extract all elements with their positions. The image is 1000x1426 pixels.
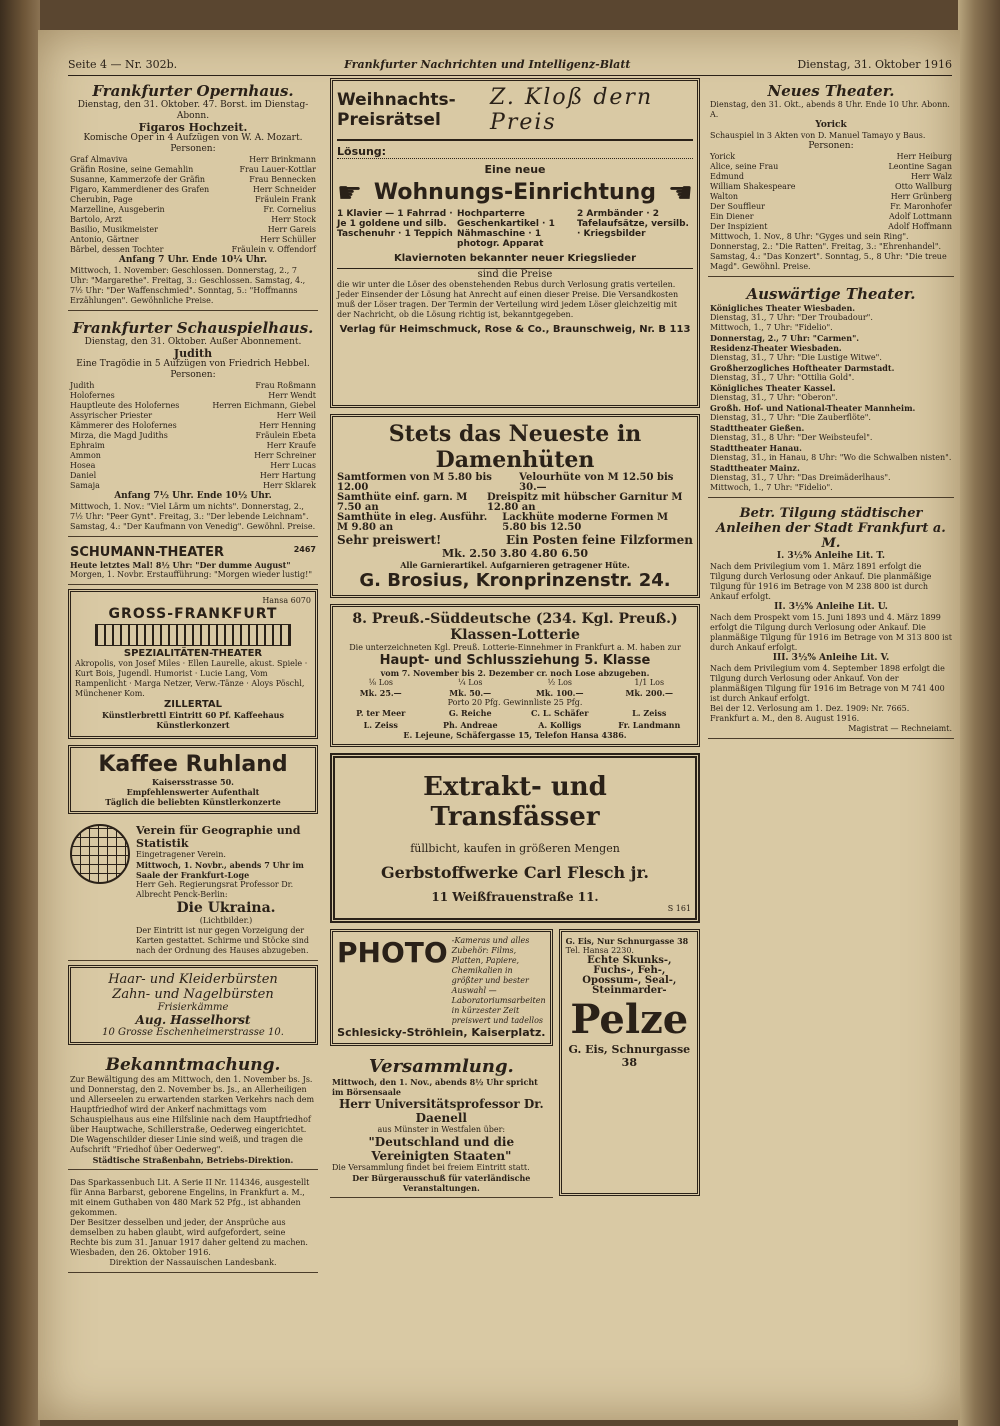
cast-role: Figaro, Kammerdiener des Grafen: [70, 185, 210, 194]
neues-theater: [708, 78, 954, 277]
cast-role: Susanne, Kammerzofe der Gräfin: [70, 175, 206, 184]
theater-date: Dienstag, den 31. Oktober. Außer Abonnement.: [84, 337, 302, 347]
versamm-l2: aus Münster in Westfalen über:: [377, 1125, 506, 1134]
versammlung-ad: [330, 1052, 553, 1198]
gross-sub: SPEZIALITÄTEN-THEATER: [123, 648, 263, 659]
cast-actor: Fräulein Frank: [255, 195, 316, 204]
verein-sub: Eingetragener Verein.: [136, 850, 226, 859]
neues-cast-label: Personen:: [808, 141, 854, 151]
neues-play: Yorick: [815, 120, 847, 130]
cast-actor: Herr Henning: [259, 421, 316, 430]
cast-role: Basilio, Musikmeister: [70, 225, 158, 234]
tilgung-t4: Bei der 12. Verlosung am 1. Dez. 1909: Nr. 7665.: [710, 704, 910, 713]
cast-role: Der Inspizient: [710, 222, 768, 231]
lotterie-name: P. ter Meer: [356, 708, 406, 718]
ausw-entry: Dienstag, 31., in Hanau, 8 Uhr: "Wo die Schwalben nisten".: [710, 453, 952, 462]
kaffee-line2: Täglich die beliebten Künstlerkonzerte: [105, 797, 281, 807]
schumann-line2: Morgen, 1. Novbr. Erstaufführung: "Morgen wieder lustig!": [70, 570, 313, 579]
versamm-body: Die Versammlung findet bei freiem Eintritt statt.: [332, 1163, 530, 1172]
versamm-sign: Der Bürgerausschuß für vaterländische Veranstaltungen.: [352, 1173, 531, 1193]
lotterie-los: ¼ Los: [457, 678, 483, 687]
ausw-list: [710, 303, 952, 493]
col1.theater-cast-row: [70, 441, 316, 451]
extrakt-addr: 11 Weißfrauenstraße 11.: [431, 890, 599, 904]
schumann-ad: [68, 541, 318, 585]
versamm-title: Versammlung.: [368, 1056, 514, 1077]
pointing-hand-left-icon: ☛: [337, 176, 363, 209]
tilgung-notice: [708, 502, 954, 739]
photo-name: Schlesicky-Ströhlein, Kaiserplatz.: [337, 1026, 546, 1039]
cast-actor: Fräulein v. Offendorf: [231, 245, 316, 254]
cast-role: Ammon: [70, 451, 101, 460]
theater-play: Judith: [173, 347, 213, 360]
theater-notes: Mittwoch, 1. Nov.: "Viel Lärm um nichts". Donnerstag, 2., 7½ Uhr: "Peer Gynt". Freitag, 3.: "Der lebende Leichnam". Samstag, 4.: "Der Kaufmann von Venedig". Gewöhnl. Preise.: [70, 502, 316, 531]
auswaertige-theater: [708, 281, 954, 498]
cast-actor: Frau Lauer-Kottlar: [239, 165, 316, 174]
cast-actor: Herr Schüller: [260, 235, 316, 244]
col1.theater-cast-row: [70, 411, 316, 421]
cast-actor: Herr Heiburg: [896, 152, 952, 161]
bekannt-title: Bekanntmachung.: [105, 1055, 281, 1075]
theater-cast: [70, 381, 316, 491]
gross-show: ZILLERTAL: [164, 699, 222, 710]
col1.opera-cast-row: [70, 185, 316, 195]
lotterie-prices: [337, 688, 693, 698]
opera-cast: [70, 155, 316, 255]
lotterie-ad: [330, 604, 700, 747]
preis-items3: 2 Armbänder · 2 Tafelaufsätze, versilb. · Kriegsbilder: [577, 209, 689, 239]
pelze-ad: [559, 929, 700, 1196]
gross-phone: Hansa 6070: [262, 596, 311, 605]
gross-frankfurt-ad: [68, 589, 318, 739]
eis-l1: Echte Skunks-, Fuchs-, Feh-, Opossum-, Seal-, Steinmarder-: [582, 955, 677, 996]
spark-body2: Der Besitzer desselben und jeder, der Ansprüche aus demselben zu haben glaubt, wird aufgefordert, seine Rechte bis zum 31. Januar 1917 daher geltend zu machen.: [70, 1218, 308, 1247]
lotterie-lose: [337, 678, 693, 688]
cast-actor: Herr Grünberg: [890, 192, 952, 201]
cast-role: Hosea: [70, 461, 96, 470]
kaffee-addr: Kaisersstrasse 50.: [152, 777, 234, 787]
globe-icon: [70, 824, 130, 884]
bekannt-sign: Städtische Straßenbahn, Betriebs-Direktion.: [92, 1155, 294, 1165]
pointing-hand-right-icon: ☚: [667, 176, 693, 209]
photo-ad: [330, 929, 553, 1046]
preis-items1: 1 Klavier — 1 Fahrrad · Je 1 goldene und silb. Taschenuhr · 1 Teppich: [337, 209, 453, 239]
cast-actor: Adolf Lottmann: [889, 212, 952, 221]
preis-items2: Hochparterre Geschenkartikel · 1 Nähmaschine · 1 photogr. Apparat: [457, 209, 555, 249]
tilgung-s1: I. 3½% Anleihe Lit. T.: [776, 551, 886, 561]
tilgung-date: Frankfurt a. M., den 8. August 1916.: [710, 714, 860, 723]
neues-cast: [710, 152, 952, 232]
gross-body: Akropolis, von Josef Miles · Ellen Laurelle, akust. Spiele · Kurt Bois, Jugendl. Humorist · Lucie Lang, Vom Rampenlicht · Marga Netzer, Verw.-Tänze · Aloys Pöschl, Münchener Kom.: [75, 659, 308, 698]
cast-role: Ephraim: [70, 441, 105, 450]
lotterie-name: C. L. Schäfer: [531, 708, 589, 718]
versamm-l1: Mittwoch, den 1. Nov., abends 8½ Uhr spricht im Börsensaale: [332, 1077, 538, 1097]
lotterie-price: Mk. 25.—: [359, 688, 402, 698]
col3.neues-cast-row: [710, 192, 952, 202]
col1.theater-cast-row: [70, 481, 316, 491]
opera-date: Dienstag, den 31. Oktober. 47. Borst. im Dienstag-Abonn.: [77, 100, 309, 121]
buersten-name: Aug. Hasselhorst: [135, 1013, 251, 1027]
verein-date: Mittwoch, 1. Novbr., abends 7 Uhr im Saale der Frankfurt-Loge: [136, 860, 304, 880]
theater-listing: [68, 315, 318, 537]
cast-role: Kämmerer des Holofernes: [70, 421, 177, 430]
col3.neues-cast-row: [710, 162, 952, 172]
eis-big: Pelze: [570, 996, 689, 1043]
hueten-r1b: Velourhüte von M 12.50 bis 30.—: [519, 472, 674, 493]
cast-actor: Herr Lucas: [270, 461, 316, 470]
hueten-r1a: Samtformen von M 5.80 bis 12.00: [337, 472, 492, 493]
lotterie-price: Mk. 100.—: [536, 688, 584, 698]
cast-role: Mirza, die Magd Judiths: [70, 431, 168, 440]
preis-eine: Eine neue: [484, 163, 546, 176]
buersten-addr: 10 Grosse Eschenheimerstrasse 10.: [102, 1027, 284, 1038]
col3.neues-cast-row: [710, 202, 952, 212]
cast-role: Alice, seine Frau: [710, 162, 779, 171]
hueten-r3a: Samthüte in eleg. Ausführ. M 9.80 an: [337, 512, 488, 533]
hueten-r4a: Sehr preiswert!: [337, 533, 442, 547]
hueten-r3b: Lackhüte moderne Formen M 5.80 bis 12.50: [502, 512, 669, 533]
eis-name: G. Eis, Nur Schnurgasse 38: [565, 936, 689, 946]
cast-role: Hauptleute des Holofernes: [70, 401, 180, 410]
col1.theater-cast-row: [70, 431, 316, 441]
ausw-entry: Stadttheater Hanau.: [710, 443, 802, 453]
ausw-entry: Stadttheater Gießen.: [710, 423, 805, 433]
hueten-r2a: Samthüte einf. garn. M 7.50 an: [337, 492, 468, 513]
col1.opera-cast-row: [70, 155, 316, 165]
cast-role: Cherubin, Page: [70, 195, 133, 204]
cast-actor: Herr Wendt: [268, 391, 316, 400]
preis-hand: Z. Kloß dern Preis: [490, 85, 654, 135]
buersten-ad: [68, 965, 318, 1045]
cast-actor: Herr Schneider: [252, 185, 316, 194]
ausw-entry: Königliches Theater Kassel.: [710, 383, 836, 393]
theater-title: Frankfurter Schauspielhaus.: [72, 319, 314, 337]
col1.opera-cast-row: [70, 235, 316, 245]
cast-role: Samaja: [70, 481, 100, 490]
verein-speaker: Herr Geh. Regierungsrat Professor Dr. Albrecht Penck-Berlin:: [136, 880, 294, 899]
cast-actor: Otto Wallburg: [895, 182, 952, 191]
cast-role: Marzelline, Ausgeberin: [70, 205, 165, 214]
verein-topic: Die Ukraina.: [176, 900, 276, 916]
versamm-name: Herr Universitätsprofessor Dr. Daenell: [338, 1097, 544, 1125]
eis-addr: G. Eis, Schnurgasse 38: [568, 1043, 691, 1069]
col3.neues-cast-row: [710, 152, 952, 162]
opera-title: Frankfurter Opernhaus.: [92, 82, 294, 100]
cast-actor: Herr Sklarek: [263, 481, 316, 490]
lotterie-los: 1/1 Los: [634, 678, 665, 687]
kaffee-ruhland-ad: [68, 745, 318, 814]
cast-role: Bärbel, dessen Tochter: [70, 245, 164, 254]
neues-title: Neues Theater.: [767, 82, 895, 100]
opera-notes: Mittwoch, 1. November: Geschlossen. Donnerstag, 2., 7 Uhr: "Margarethe". Freitag, 3.: Geschlossen. Samstag, 4., 7½ Uhr: "Der Waffenschmied". Sonntag, 5.: "Hoffmanns Erzählungen". Gewöhnliche Preise.: [70, 266, 306, 305]
lotterie-name: Ph. Andreae: [442, 720, 498, 730]
cast-actor: Fr. Cornelius: [263, 205, 316, 214]
col3.neues-cast-row: [710, 212, 952, 222]
extrakt-l1: füllbicht, kaufen in größeren Mengen: [410, 842, 620, 855]
cast-role: Bartolo, Arzt: [70, 215, 122, 224]
versamm-topic: "Deutschland und die Vereinigten Staaten": [368, 1135, 515, 1163]
lotterie-l2: Haupt- und Schlussziehung 5. Klasse: [379, 653, 651, 668]
verein-title: Verein für Geographie und Statistik: [136, 824, 301, 850]
cast-actor: Herr Stock: [271, 215, 316, 224]
opera-cast-label: Personen:: [170, 144, 216, 154]
lotterie-l3: vom 7. November bis 2. Dezember cr. noch Lose abzugeben.: [380, 668, 650, 678]
buersten-l3: Frisierkämme: [157, 1002, 229, 1013]
cast-actor: Fr. Maronhofer: [890, 202, 952, 211]
preis-noten: Klaviernoten bekannter neuer Kriegslieder: [393, 253, 637, 264]
ausw-entry: Dienstag, 31., 7 Uhr: "Das Dreimäderlhaus".: [710, 473, 891, 482]
lotterie-name: G. Reiche: [448, 708, 492, 718]
damenhueten-ad: [330, 414, 700, 598]
cast-actor: Adolf Hoffmann: [888, 222, 952, 231]
cast-role: William Shakespeare: [710, 182, 796, 191]
col3.neues-cast-row: [710, 182, 952, 192]
preis-body: die wir unter die Löser des obenstehenden Rebus durch Verlosung gratis verteilen. Jeder Einsender der Lösung hat Anrecht auf einen dieser Preise. Die Versandkosten muß der Löser tragen. Der Termin der Verteilung wird jedem Löser gleichzeitig mit der Nachricht, ob die Lösung richtig ist, bekanntgegeben.: [337, 280, 679, 319]
ausw-entry: Stadttheater Mainz.: [710, 463, 800, 473]
building-illustration: [95, 624, 291, 646]
col3.neues-cast-row: [710, 222, 952, 232]
tilgung-t3: Nach dem Privilegium vom 4. September 1898 erfolgt die Tilgung durch Verlosung oder Ankauf. Von der planmäßigen Tilgung für 1916 im Betrage von M 741 400 ist durch Ankauf erfolgt.: [710, 664, 945, 703]
spark-date: Wiesbaden, den 26. Oktober 1916.: [70, 1248, 211, 1257]
ausw-entry: Königliches Theater Wiesbaden.: [710, 303, 856, 313]
kaffee-line1: Empfehlenswerter Aufenthalt: [126, 787, 260, 797]
tilgung-t1: Nach dem Privilegium vom 1. März 1891 erfolgt die Tilgung durch Verlosung oder Ankauf. Die planmäßige Tilgung für 1916 im Betrage von M 238 800 ist durch Ankauf erfolgt.: [710, 562, 932, 601]
kaffee-title: Kaffee Ruhland: [98, 752, 288, 777]
bekannt-body: Zur Bewältigung des am Mittwoch, den 1. November bs. Js. und Donnerstag, den 2. November bs. Js., an Allerheiligen und Allerseelen zu erwartenden starken Verkehrs nach dem Hauptfriedhof wird der Ankerf nachmittags vom Schauspielhaus aus eine Hilfslinie nach dem Hauptfriedhof über Hauptwache, Schillerstraße, Oederweg eingerichtet.: [70, 1075, 315, 1134]
extrakt-name: Gerbstoffwerke Carl Flesch jr.: [381, 863, 649, 882]
cast-role: Daniel: [70, 471, 97, 480]
cast-role: Holofernes: [70, 391, 115, 400]
lotterie-los: ½ Los: [547, 678, 573, 687]
column-left: [68, 78, 318, 1408]
tilgung-title: Betr. Tilgung städtischer Anleihen der Stadt Frankfurt a. M.: [716, 506, 946, 551]
ausw-entry: Dienstag, 31., 7 Uhr: "Der Troubadour".: [710, 313, 873, 322]
lotterie-footer: E. Lejeune, Schäfergasse 15, Telefon Hansa 4386.: [403, 730, 627, 740]
lotterie-name: L. Zeiss: [632, 708, 667, 718]
schumann-line1: Heute letztes Mal! 8½ Uhr: "Der dumme August": [70, 560, 291, 570]
ausw-entry: Mittwoch, 1., 7 Uhr: "Fidelio".: [710, 483, 833, 492]
extrakt-code: S 161: [667, 904, 691, 913]
cast-actor: Herr Brinkmann: [249, 155, 316, 164]
col1.opera-cast-row: [70, 165, 316, 175]
cast-actor: Fräulein Ebeta: [255, 431, 316, 440]
col1.opera-cast-row: [70, 225, 316, 235]
lotterie-title: 8. Preuß.-Süddeutsche (234. Kgl. Preuß.) Klassen-Lotterie: [352, 611, 678, 643]
opera-play: Figaros Hochzeit.: [138, 121, 248, 134]
spark-body: Das Sparkassenbuch Lit. A Serie II Nr. 114346, ausgestellt für Anna Barbarst, geborene Engelins, in Frankfurt a. M., mit einem Guthaben von 480 Mark 52 Pfg., ist abhanden gekommen.: [70, 1178, 310, 1217]
cast-role: Der Souffleur: [710, 202, 765, 211]
theater-footer: Anfang 7½ Uhr. Ende 10½ Uhr.: [114, 491, 272, 501]
lotterie-porto: Porto 20 Pfg. Gewinnliste 25 Pfg.: [447, 698, 583, 707]
cast-actor: Herr Weil: [276, 411, 316, 420]
cast-actor: Leontine Sagan: [888, 162, 952, 171]
cast-actor: Herr Hartung: [259, 471, 316, 480]
opera-footer: Anfang 7 Uhr. Ende 10¼ Uhr.: [118, 255, 268, 265]
lotterie-l1: Die unterzeichneten Kgl. Preuß. Lotterie-Einnehmer in Frankfurt a. M. haben zur: [349, 643, 681, 652]
cast-role: Assyrischer Priester: [70, 411, 153, 420]
photo-l1: -Kameras und alles Zubehör: Films, Platten, Papiere, Chemikalien in größter und bester Auswahl — Laboratoriumsarbeiten in kürzester Zeit preiswert und tadellos: [451, 936, 546, 1025]
lotterie-name: L. Zeiss: [363, 720, 398, 730]
verein-ad: [68, 820, 318, 961]
extrakt-title: Extrakt- und Transfässer: [423, 772, 607, 832]
opera-desc: Komische Oper in 4 Aufzügen von W. A. Mozart.: [83, 133, 303, 143]
col1.theater-cast-row: [70, 391, 316, 401]
col1.theater-cast-row: [70, 421, 316, 431]
theater-cast-label: Personen:: [170, 370, 216, 380]
cast-role: Edmund: [710, 172, 744, 181]
ausw-entry: Großherzogliches Hoftheater Darmstadt.: [710, 363, 895, 373]
neues-desc: Schauspiel in 3 Akten von D. Manuel Tamayo y Baus.: [710, 131, 926, 140]
cast-role: Yorick: [710, 152, 736, 161]
page-header: [68, 58, 952, 76]
cast-actor: Herr Gareis: [267, 225, 316, 234]
ausw-entry: Großh. Hof- und National-Theater Mannheim.: [710, 403, 916, 413]
cast-actor: Herr Schreiner: [254, 451, 316, 460]
preisraetsel-ad: [330, 78, 700, 408]
lotterie-name: Fr. Landmann: [618, 720, 681, 730]
bekannt-body2: Die Wagenschilder dieser Linie sind weiß, und tragen die Aufschrift "Friedhof über Oederweg".: [70, 1135, 303, 1154]
lotterie-names: [337, 708, 693, 730]
schumann-code: 2467: [293, 545, 316, 554]
ausw-entry: Dienstag, 31., 8 Uhr: "Der Weibsteufel".: [710, 433, 873, 442]
lotterie-price: Mk. 50.—: [449, 688, 492, 698]
cast-role: Ein Diener: [710, 212, 754, 221]
opera-listing: [68, 78, 318, 311]
gross-title: GROSS-FRANKFURT: [108, 606, 278, 622]
tilgung-sign: Magistrat — Rechneiamt.: [848, 724, 952, 733]
eis-tel: Tel. Hansa 2230.: [565, 946, 634, 955]
schumann-title: SCHUMANN-THEATER: [70, 545, 225, 560]
col1.theater-cast-row: [70, 471, 316, 481]
col1.theater-cast-row: [70, 401, 316, 411]
hueten-r2b: Dreispitz mit hübscher Garnitur M 12.80 an: [486, 492, 683, 513]
cast-actor: Herr Kraufe: [266, 441, 316, 450]
ausw-entry: Mittwoch, 1., 7 Uhr: "Fidelio".: [710, 323, 833, 332]
header-date: Dienstag, 31. Oktober 1916: [797, 58, 952, 71]
cast-actor: Herren Eichmann, Giebel: [212, 401, 316, 410]
preis-loesung: Lösung:: [337, 145, 693, 159]
hueten-name: G. Brosius, Kronprinzenstr. 24.: [359, 570, 671, 591]
hueten-line: Alle Garnierartikel. Aufgarnieren getragener Hüte.: [400, 560, 630, 570]
preis-title: Weihnachts-Preisrätsel: [337, 90, 456, 130]
gross-bottom: Künstlerbrettl Eintritt 60 Pf. Kaffeehaus Künstlerkonzert: [101, 710, 284, 730]
hueten-r4b: Ein Posten feine Filzformen: [505, 533, 693, 547]
neues-date: Dienstag, den 31. Okt., abends 8 Uhr. Ende 10 Uhr. Abonn. A.: [710, 100, 950, 119]
verein-body: Der Eintritt ist nur gegen Vorzeigung der Karten gestattet. Schirme und Stöcke sind nach der Ordnung des Hauses abzugeben.: [136, 926, 310, 955]
col1.opera-cast-row: [70, 215, 316, 225]
col1.opera-cast-row: [70, 175, 316, 185]
ausw-title: Auswärtige Theater.: [746, 285, 916, 303]
col1.theater-cast-row: [70, 381, 316, 391]
tilgung-t2: Nach dem Prospekt vom 15. Juni 1893 und 4. März 1899 erfolgt die Tilgung durch Verlosung oder Ankauf. Die planmäßige Tilgung für 1916 im Betrage von M 313 800 ist durch Ankauf erfolgt.: [710, 613, 952, 652]
ausw-entry: Dienstag, 31., 7 Uhr: "Die Lustige Witwe".: [710, 353, 882, 362]
spark-sign: Direktion der Nassauischen Landesbank.: [109, 1258, 277, 1267]
col1.theater-cast-row: [70, 451, 316, 461]
preis-big: Wohnungs-Einrichtung: [373, 180, 657, 205]
header-left: Seite 4 — Nr. 302b.: [68, 58, 178, 71]
bekanntmachung: [68, 1051, 318, 1170]
tilgung-s2: II. 3½% Anleihe Lit. U.: [774, 602, 888, 612]
ausw-entry: Donnerstag, 2., 7 Uhr: "Carmen".: [710, 333, 860, 343]
cast-role: Graf Almaviva: [70, 155, 128, 164]
cast-role: Judith: [70, 381, 95, 390]
hueten-title: Stets das Neueste in Damenhüten: [388, 421, 642, 473]
cast-actor: Frau Bennecken: [249, 175, 316, 184]
cast-role: Gräfin Rosine, seine Gemahlin: [70, 165, 194, 174]
cast-actor: Herr Walz: [911, 172, 952, 181]
column-center: [330, 78, 700, 1408]
extrakt-ad: [330, 753, 700, 923]
photo-big: PHOTO: [337, 936, 448, 969]
cast-actor: Frau Roßmann: [255, 381, 316, 390]
col3.neues-cast-row: [710, 172, 952, 182]
hueten-prices: Mk. 2.50 3.80 4.80 6.50: [441, 547, 589, 560]
ausw-entry: Dienstag, 31., 7 Uhr: "Ottilia Gold".: [710, 373, 855, 382]
col1.theater-cast-row: [70, 461, 316, 471]
neues-notes: Mittwoch, 1. Nov., 8 Uhr: "Gyges und sein Ring". Donnerstag, 2.: "Die Ratten". Freitag, 3.: "Ehrenhandel". Samstag, 4.: "Das Konzert". Sonntag, 5., 8 Uhr: "Die treue Magd". Gewöhnl. Preise.: [710, 232, 947, 271]
lotterie-los: ⅛ Los: [368, 678, 394, 687]
lotterie-price: Mk. 200.—: [625, 688, 673, 698]
lotterie-name: A. Kolligs: [538, 720, 582, 730]
preis-verlag: Verlag für Heimschmuck, Rose & Co., Braunschweig, Nr. B 113: [339, 324, 691, 335]
tilgung-s3: III. 3½% Anleihe Lit. V.: [772, 653, 890, 663]
preis-preise: sind die Preise: [337, 268, 693, 280]
col1.opera-cast-row: [70, 245, 316, 255]
sparkasse-notice: [68, 1174, 318, 1273]
column-right: [708, 78, 954, 1408]
buersten-l1: Haar- und Kleiderbürsten: [108, 972, 278, 987]
header-title: Frankfurter Nachrichten und Intelligenz-Blatt: [344, 58, 631, 71]
col1.opera-cast-row: [70, 205, 316, 215]
ausw-entry: Dienstag, 31., 7 Uhr: "Oberon".: [710, 393, 838, 402]
cast-role: Antonio, Gärtner: [70, 235, 139, 244]
ausw-entry: Residenz-Theater Wiesbaden.: [710, 343, 842, 353]
col1.opera-cast-row: [70, 195, 316, 205]
verein-note: (Lichtbilder.): [199, 916, 253, 925]
theater-desc: Eine Tragödie in 5 Aufzügen von Friedrich Hebbel.: [76, 359, 310, 369]
buersten-l2: Zahn- und Nagelbürsten: [112, 987, 274, 1002]
ausw-entry: Dienstag, 31., 7 Uhr: "Die Zauberflöte".: [710, 413, 871, 422]
cast-role: Walton: [710, 192, 739, 201]
